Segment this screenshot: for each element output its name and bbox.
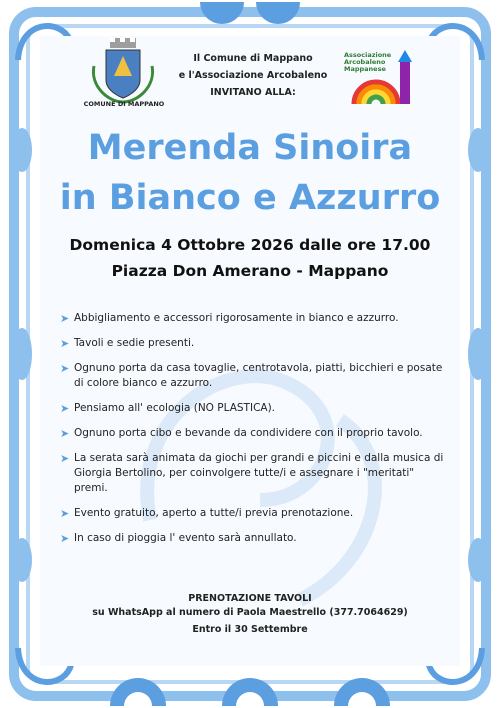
- event-location: Piazza Don Amerano - Mappano: [111, 262, 389, 280]
- list-item-text: Tavoli e sedie presenti.: [74, 337, 195, 349]
- rules-list: [60, 311, 445, 556]
- invite-line-3: INVITANO ALLA:: [210, 87, 296, 98]
- assoc-line-1: Associazione: [344, 51, 392, 59]
- arrow-icon: ➤: [60, 532, 70, 545]
- assoc-line-2: Arcobaleno: [344, 58, 386, 66]
- invite-line-2: e l'Associazione Arcobaleno: [178, 70, 328, 81]
- invite-line-1: Il Comune di Mappano: [193, 53, 313, 64]
- arrow-icon: ➤: [60, 507, 70, 520]
- booking-heading: PRENOTAZIONE TAVOLI: [188, 593, 312, 604]
- rainbow-icon: [344, 46, 420, 106]
- assoc-line-3: Mappanese: [344, 65, 386, 73]
- list-item-text: Evento gratuito, aperto a tutte/i previa prenotazione.: [74, 507, 354, 519]
- list-item: [60, 401, 445, 416]
- event-date: Domenica 4 Ottobre 2026 dalle ore 17.00: [69, 236, 431, 254]
- list-item-text: Ognuno porta da casa tovaglie, centrotavola, piatti, bicchieri e posate di colore bianco e azzurro.: [74, 362, 443, 389]
- list-item-text: Ognuno porta cibo e bevande da condividere con il proprio tavolo.: [74, 427, 423, 439]
- list-item: [60, 426, 445, 441]
- invite-text: [178, 50, 328, 101]
- booking-contact: su WhatsApp al numero di Paola Maestrello (377.7064629): [92, 607, 408, 618]
- list-item: [60, 506, 445, 521]
- arrow-icon: ➤: [60, 427, 70, 440]
- arrow-icon: ➤: [60, 402, 70, 415]
- list-item-text: Pensiamo all' ecologia (NO PLASTICA).: [74, 402, 276, 414]
- booking-deadline: Entro il 30 Settembre: [192, 624, 308, 635]
- association-logo: [344, 46, 420, 106]
- list-item: [60, 361, 445, 391]
- arrow-icon: ➤: [60, 362, 70, 375]
- list-item-text: La serata sarà animata da giochi per grandi e piccini e dalla musica di Giorgia Bertolino, per coinvolgere tutte/i e assegnare i "meritati" premi.: [74, 452, 444, 494]
- list-item-text: Abbigliamento e accessori rigorosamente in bianco e azzurro.: [74, 312, 399, 324]
- list-item-text: In caso di pioggia l' evento sarà annullato.: [74, 532, 297, 544]
- list-item: [60, 531, 445, 546]
- arrow-icon: ➤: [60, 452, 70, 465]
- event-title-line-1: Merenda Sinoira: [87, 128, 413, 168]
- list-item: [60, 336, 445, 351]
- crest-caption: COMUNE DI MAPPANO: [83, 100, 165, 108]
- list-item: [60, 311, 445, 326]
- arrow-icon: ➤: [60, 337, 70, 350]
- event-title-line-2: in Bianco e Azzurro: [59, 178, 441, 218]
- arrow-icon: ➤: [60, 312, 70, 325]
- list-item: [60, 451, 445, 496]
